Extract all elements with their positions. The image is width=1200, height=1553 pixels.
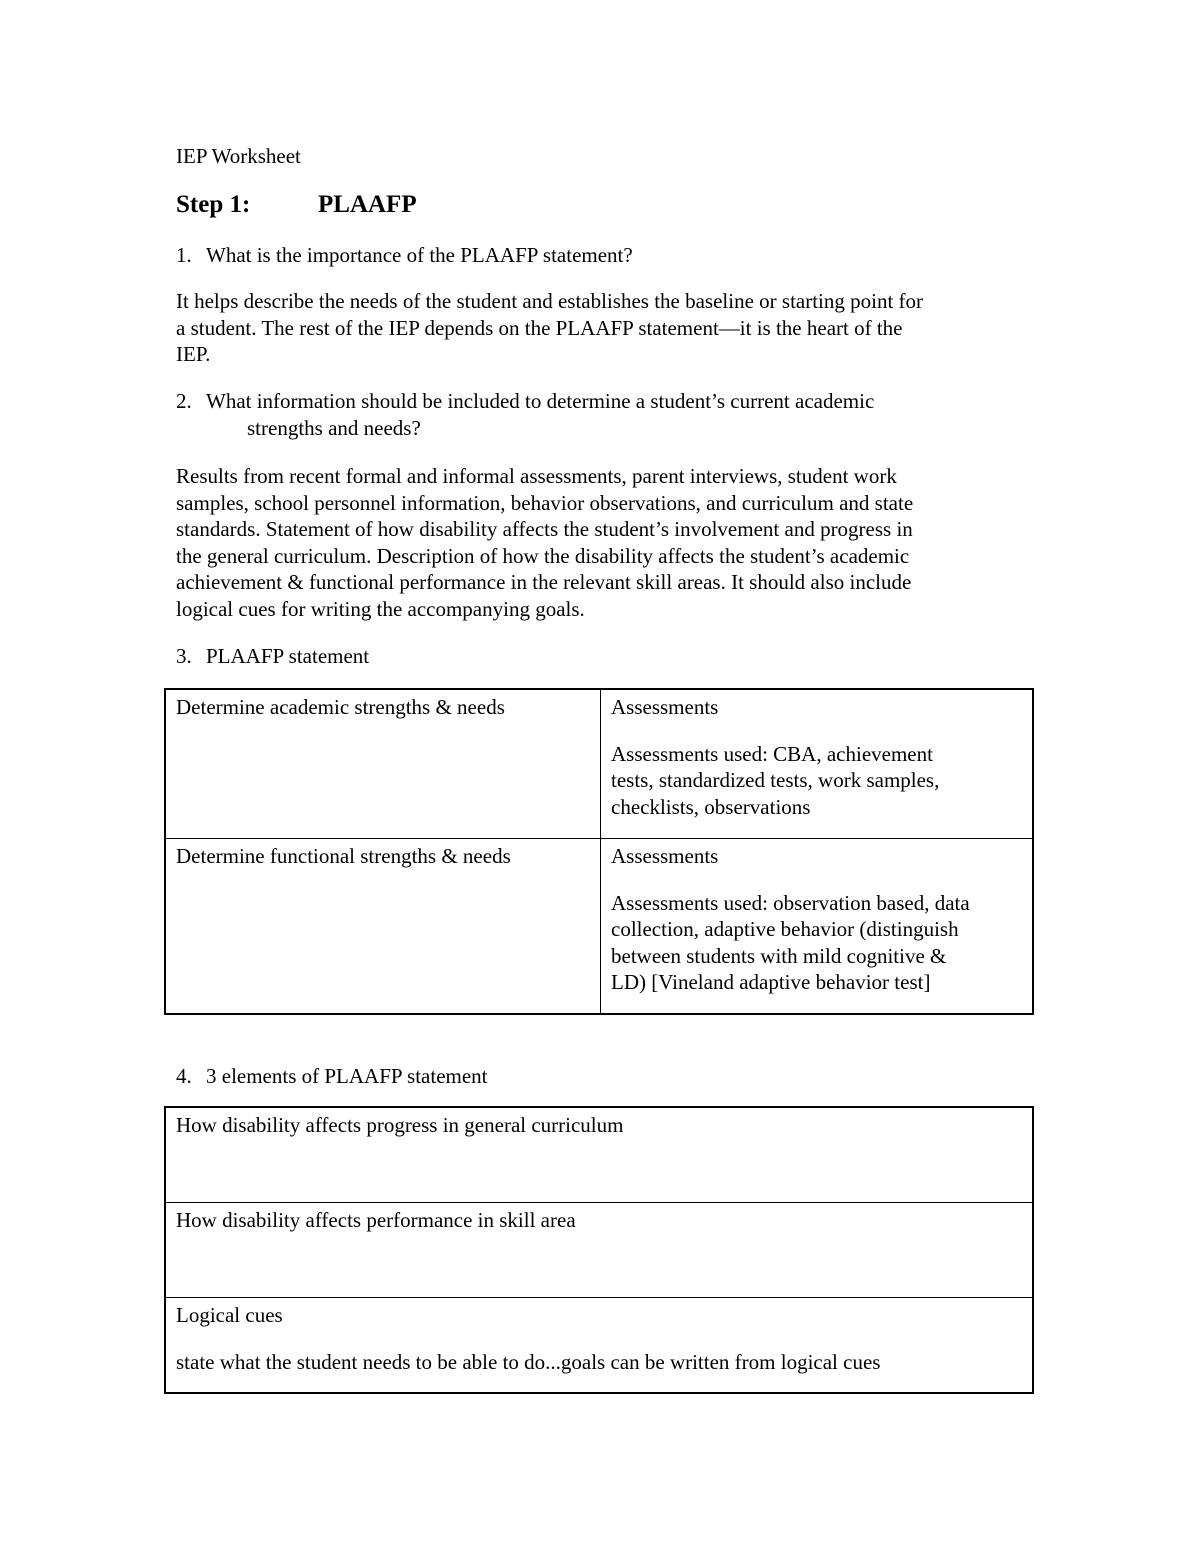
- question-3: [176, 643, 369, 670]
- table-row: [165, 1298, 1033, 1394]
- question-number: 3.: [176, 644, 192, 668]
- step-label: Step 1:: [176, 191, 251, 218]
- cell-line: Assessments used: observation based, data: [611, 890, 970, 915]
- step-name: PLAAFP: [318, 191, 417, 218]
- cell-line: tests, standardized tests, work samples,: [611, 768, 940, 792]
- question-text: 3 elements of PLAAFP statement: [206, 1064, 488, 1088]
- table-cell: [165, 1298, 1033, 1394]
- question-1: [176, 242, 633, 269]
- cell-heading: Determine academic strengths & needs: [176, 695, 505, 719]
- table-cell: [165, 1107, 1033, 1203]
- table-cell: [165, 689, 601, 839]
- answer-2: [176, 463, 1026, 622]
- answer-line: IEP.: [176, 342, 211, 366]
- cell-heading: Logical cues: [176, 1303, 283, 1327]
- plaafp-table: [164, 688, 1034, 1015]
- question-text: What information should be included to determine a student’s current academic: [206, 389, 875, 413]
- table-cell: [165, 1203, 1033, 1298]
- answer-line: logical cues for writing the accompanying goals.: [176, 596, 585, 621]
- question-text-continued: strengths and needs?: [247, 415, 421, 440]
- table-row: [165, 1107, 1033, 1203]
- cell-line: collection, adaptive behavior (distinguish: [611, 917, 959, 941]
- question-2: [176, 388, 874, 441]
- cell-heading: Determine functional strengths & needs: [176, 844, 511, 868]
- answer-1: [176, 288, 1026, 368]
- answer-line: a student. The rest of the IEP depends on the PLAAFP statement—it is the heart of the: [176, 315, 903, 340]
- cell-heading: Assessments: [611, 844, 719, 868]
- cell-line: Assessments used: CBA, achievement: [611, 741, 933, 766]
- cell-line: LD) [Vineland adaptive behavior test]: [611, 970, 931, 994]
- question-number: 1.: [176, 243, 192, 267]
- table-cell: [601, 839, 1034, 1015]
- question-4: [176, 1063, 488, 1090]
- answer-line: samples, school personnel information, behavior observations, and curriculum and state: [176, 490, 914, 515]
- elements-table: [164, 1106, 1034, 1394]
- answer-line: Results from recent formal and informal assessments, parent interviews, student work: [176, 464, 897, 488]
- table-row: [165, 1203, 1033, 1298]
- cell-line: checklists, observations: [611, 794, 811, 819]
- table-row: [165, 689, 1033, 839]
- question-text: PLAAFP statement: [206, 644, 370, 668]
- question-number: 2.: [176, 389, 192, 413]
- cell-heading: How disability affects progress in general curriculum: [176, 1113, 624, 1137]
- answer-line: standards. Statement of how disability affects the student’s involvement and progress in: [176, 517, 913, 541]
- cell-detail: [611, 890, 1022, 996]
- question-number: 4.: [176, 1064, 192, 1088]
- answer-line: It helps describe the needs of the student and establishes the baseline or starting point for: [176, 289, 924, 313]
- cell-detail: state what the student needs to be able to do...goals can be written from logical cues: [176, 1349, 881, 1374]
- cell-detail: [611, 741, 1022, 821]
- answer-line: achievement & functional performance in the relevant skill areas. It should also include: [176, 570, 912, 594]
- cell-heading: How disability affects performance in skill area: [176, 1208, 576, 1232]
- answer-line: the general curriculum. Description of how the disability affects the student’s academic: [176, 543, 910, 568]
- step-heading: [176, 190, 417, 220]
- table-cell: [165, 839, 601, 1015]
- cell-heading: Assessments: [611, 695, 719, 719]
- question-text: What is the importance of the PLAAFP statement?: [206, 243, 633, 267]
- table-row: [165, 839, 1033, 1015]
- table-cell: [601, 689, 1034, 839]
- document-title: IEP Worksheet: [176, 144, 301, 168]
- cell-line: between students with mild cognitive &: [611, 943, 947, 968]
